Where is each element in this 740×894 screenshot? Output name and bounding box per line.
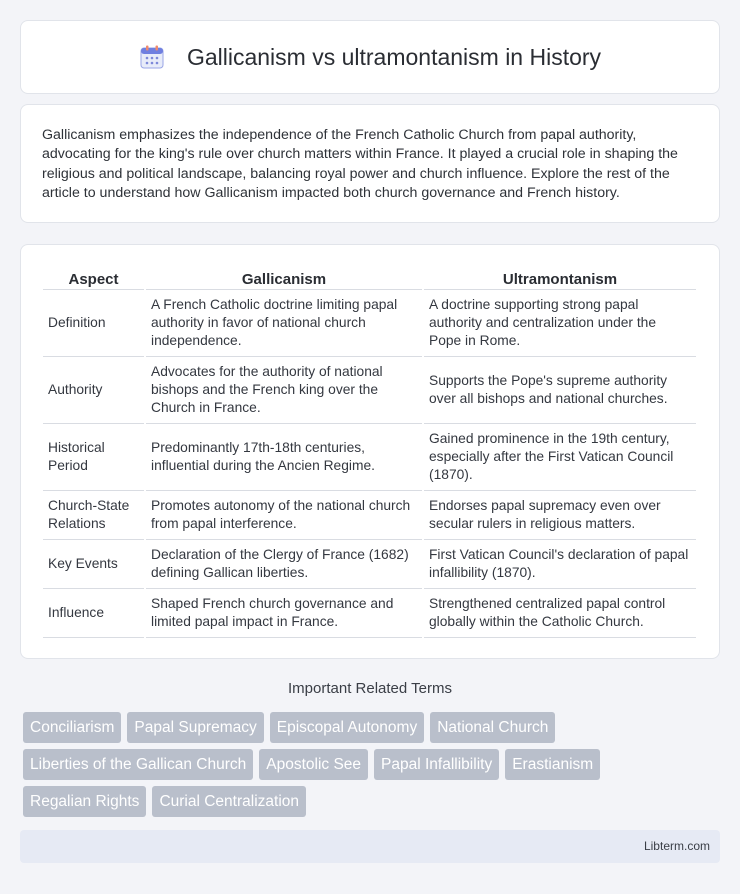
page-title: Gallicanism vs ultramontanism in History: [186, 43, 602, 70]
cell-gallicanism: Shaped French church governance and limited papal impact in France.: [146, 589, 422, 638]
intro-card: [20, 104, 720, 223]
cell-aspect: Historical Period: [43, 424, 144, 491]
cell-aspect: Definition: [43, 290, 144, 357]
tag-curial-centralization[interactable]: Curial Centralization: [152, 786, 306, 817]
tag-apostolic-see[interactable]: Apostolic See: [259, 749, 368, 780]
header-aspect: Aspect: [43, 265, 144, 290]
table-row: [43, 589, 696, 638]
cell-ultramontanism: Strengthened centralized papal control globally within the Catholic Church.: [424, 589, 696, 638]
table-row: [43, 540, 696, 589]
table-row: [43, 491, 696, 540]
related-terms-section: [0, 680, 740, 697]
footer: [20, 830, 720, 863]
cell-aspect: Key Events: [43, 540, 144, 589]
cell-gallicanism: A French Catholic doctrine limiting papal authority in favor of national church independence.: [146, 290, 422, 357]
tag-papal-supremacy[interactable]: Papal Supremacy: [127, 712, 263, 743]
calendar-icon: [139, 44, 165, 70]
footer-site-link[interactable]: Libterm.com: [643, 839, 710, 853]
related-terms-tags: [23, 712, 643, 823]
cell-gallicanism: Declaration of the Clergy of France (1682) defining Gallican liberties.: [146, 540, 422, 589]
comparison-table: [41, 265, 698, 638]
cell-aspect: Influence: [43, 589, 144, 638]
table-row: [43, 424, 696, 491]
table-row: [43, 290, 696, 357]
cell-ultramontanism: First Vatican Council's declaration of papal infallibility (1870).: [424, 540, 696, 589]
cell-ultramontanism: Endorses papal supremacy even over secular rulers in religious matters.: [424, 491, 696, 540]
cell-gallicanism: Predominantly 17th-18th centuries, influential during the Ancien Regime.: [146, 424, 422, 491]
tag-episcopal-autonomy[interactable]: Episcopal Autonomy: [270, 712, 424, 743]
cell-gallicanism: Promotes autonomy of the national church from papal interference.: [146, 491, 422, 540]
intro-text: Gallicanism emphasizes the independence of the French Catholic Church from papal authority, advocating for the king's rule over church matters within France. It played a crucial role in shaping the religious and political landscape, balancing royal power and church influence. Explore the rest of the article to understand how Gallicanism impacted both church governance and French history.: [42, 127, 678, 201]
cell-ultramontanism: Supports the Pope's supreme authority over all bishops and national churches.: [424, 357, 696, 424]
tag-liberties-gallican-church[interactable]: Liberties of the Gallican Church: [23, 749, 253, 780]
cell-ultramontanism: A doctrine supporting strong papal authority and centralization under the Pope in Rome.: [424, 290, 696, 357]
tag-erastianism[interactable]: Erastianism: [505, 749, 600, 780]
related-terms-heading: Important Related Terms: [288, 680, 452, 697]
tag-regalian-rights[interactable]: Regalian Rights: [23, 786, 146, 817]
tag-conciliarism[interactable]: Conciliarism: [23, 712, 121, 743]
tag-national-church[interactable]: National Church: [430, 712, 555, 743]
header-gallicanism: Gallicanism: [146, 265, 422, 290]
header-ultramontanism: Ultramontanism: [424, 265, 696, 290]
comparison-card: [20, 244, 720, 659]
cell-ultramontanism: Gained prominence in the 19th century, especially after the First Vatican Council (1870).: [424, 424, 696, 491]
cell-gallicanism: Advocates for the authority of national bishops and the French king over the Church in France.: [146, 357, 422, 424]
table-header-row: [43, 265, 696, 290]
table-row: [43, 357, 696, 424]
title-card: [20, 20, 720, 94]
tag-papal-infallibility[interactable]: Papal Infallibility: [374, 749, 499, 780]
cell-aspect: Church-State Relations: [43, 491, 144, 540]
cell-aspect: Authority: [43, 357, 144, 424]
